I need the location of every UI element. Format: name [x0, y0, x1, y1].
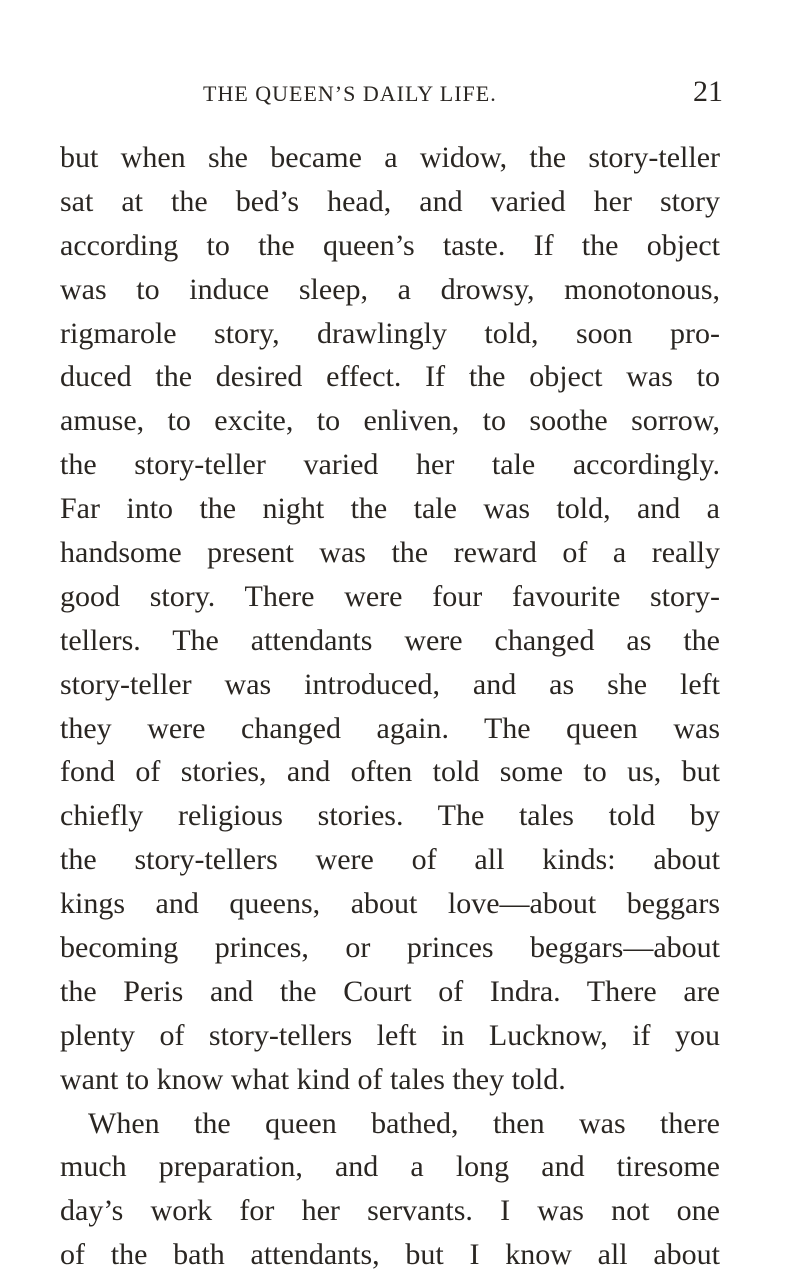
text-line: Far into the night the tale was told, and a	[60, 492, 720, 526]
text-line: story-teller was introduced, and as she left	[60, 667, 720, 701]
text-line: they were changed again. The queen was	[60, 711, 720, 745]
text-line: sat at the bed’s head, and varied her story	[60, 184, 720, 218]
text-line: the story-tellers were of all kinds: about	[60, 843, 720, 877]
text-line: becoming princes, or princes beggars—about	[60, 931, 720, 965]
page-number: 21	[693, 75, 723, 108]
text-line: kings and queens, about love—about beggars	[60, 887, 720, 921]
text-line: good story. There were four favourite story-	[60, 579, 720, 613]
text-line: but when she became a widow, the story-teller	[60, 141, 720, 174]
text-line: chiefly religious stories. The tales told by	[60, 799, 720, 833]
text-line: day’s work for her servants. I was not one	[60, 1194, 720, 1228]
text-line: duced the desired effect. If the object was to	[60, 360, 720, 394]
text-line: according to the queen’s taste. If the object	[60, 228, 720, 262]
running-title: THE QUEEN’S DAILY LIFE.	[203, 81, 497, 106]
running-header	[203, 76, 723, 112]
text-line: of the bath attendants, but I know all about	[60, 1238, 720, 1272]
text-line: When the queen bathed, then was there	[88, 1106, 720, 1140]
body-text	[60, 136, 720, 1277]
text-line: plenty of story-tellers left in Lucknow, if you	[60, 1018, 720, 1052]
text-line: want to know what kind of tales they told.	[60, 1062, 566, 1096]
text-line: the story-teller varied her tale accordingly.	[60, 448, 720, 482]
text-line: the Peris and the Court of Indra. There are	[60, 974, 720, 1008]
text-line: amuse, to excite, to enliven, to soothe sorrow,	[60, 404, 720, 438]
text-line: fond of stories, and often told some to us, but	[60, 755, 720, 789]
text-line: rigmarole story, drawlingly told, soon pro-	[60, 316, 720, 350]
text-line: handsome present was the reward of a really	[60, 536, 720, 570]
text-line: much preparation, and a long and tiresome	[60, 1150, 720, 1184]
text-line: tellers. The attendants were changed as the	[60, 623, 720, 657]
text-line: was to induce sleep, a drowsy, monotonous,	[60, 272, 720, 306]
